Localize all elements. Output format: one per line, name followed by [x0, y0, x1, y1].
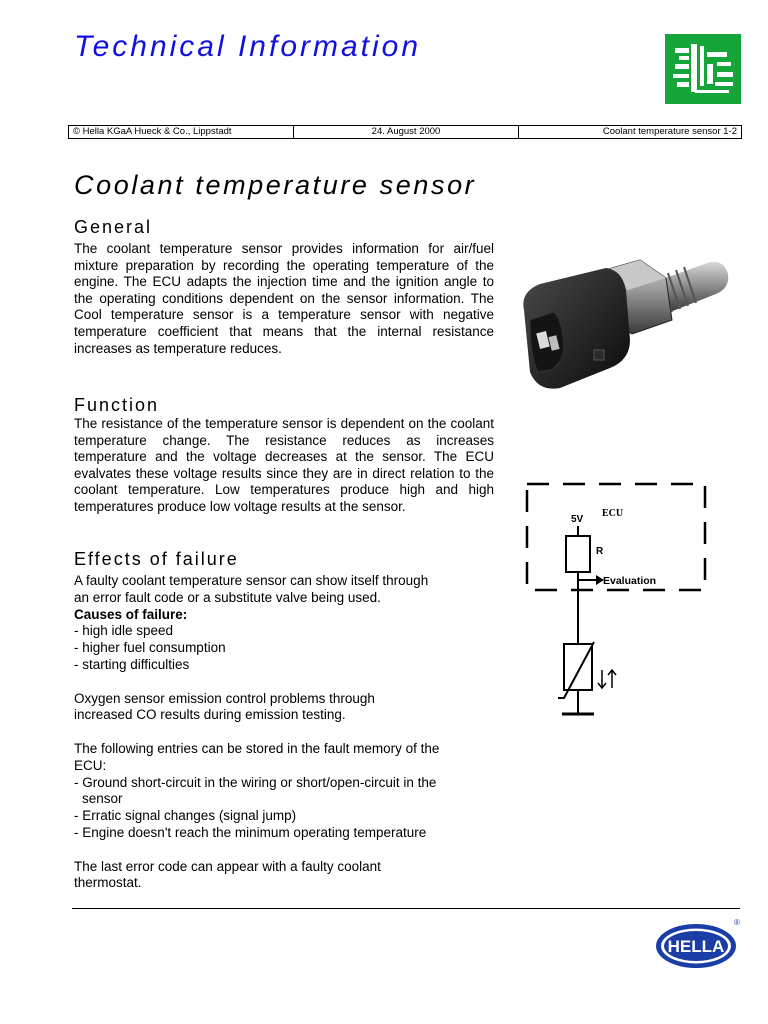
- document-date: 24. August 2000: [294, 126, 519, 138]
- evaluation-label: Evaluation: [603, 575, 657, 587]
- fault-item: - Engine doesn't reach the minimum operating temperature: [74, 824, 427, 840]
- copyright-text: © Hella KGaA Hueck & Co., Lippstadt: [69, 126, 294, 138]
- hella-logo-text: HELLA: [667, 937, 725, 956]
- cause-item: - starting difficulties: [74, 656, 190, 672]
- company-logo: [665, 34, 741, 104]
- fault-item: - Erratic signal changes (signal jump): [74, 808, 297, 824]
- fault-item: - Ground short-circuit in the wiring or short/open-circuit in the: [74, 774, 437, 790]
- fault-intro-line: ECU:: [74, 757, 107, 773]
- document-info-bar: [68, 125, 742, 139]
- oxygen-note-line: increased CO results during emission testing.: [74, 707, 346, 723]
- header-title: Technical Information: [74, 30, 422, 63]
- fault-item: sensor: [82, 791, 123, 807]
- sensor-photo: [510, 240, 748, 400]
- document-title: Coolant temperature sensor: [74, 170, 477, 200]
- last-note-line: The last error code can appear with a faulty coolant: [74, 858, 381, 874]
- registered-mark: ®: [734, 918, 740, 927]
- general-heading: General: [74, 217, 153, 237]
- resistor: [566, 536, 590, 572]
- cause-item: - higher fuel consumption: [74, 640, 226, 656]
- footer-rule: [72, 908, 740, 909]
- function-heading: Function: [74, 395, 160, 415]
- circuit-diagram: [520, 478, 720, 723]
- effects-heading: Effects of failure: [74, 549, 239, 569]
- function-paragraph: The resistance of the temperature sensor is dependent on the coolant temperature change. The resistance reduces as increases temperature and the voltage decreases at the sensor. The ECU evalvates these voltage results since they are in direct relation to the coolant temperature. Low temperatures produce high and high temperatures produce low voltage results at the sensor.: [74, 416, 494, 514]
- document-reference: Coolant temperature sensor 1-2: [602, 126, 737, 137]
- voltage-label: 5V: [571, 514, 584, 525]
- hella-logo: [654, 916, 742, 972]
- resistor-label: R: [596, 546, 604, 557]
- effects-intro-line: an error fault code or a substitute valve being used.: [74, 589, 381, 605]
- general-paragraph: The coolant temperature sensor provides information for air/fuel mixture preparation by recording the operating temperature of the engine. The ECU adapts the injection time and the ignition angle to the operating conditions dependent on the sensor information. The Cool temperature sensor is a temperature sensor with negative temperature coefficient that means that the internal resistance increases as temperature reduces.: [74, 241, 494, 356]
- up-down-arrows-icon: [598, 670, 616, 688]
- causes-heading: Causes of failure:: [74, 606, 188, 622]
- last-note-line: thermostat.: [74, 875, 142, 891]
- fault-intro-line: The following entries can be stored in the fault memory of the: [74, 740, 440, 756]
- ecu-label: ECU: [602, 508, 624, 519]
- effects-intro-line: A faulty coolant temperature sensor can show itself through: [74, 573, 429, 588]
- effects-body: [74, 573, 504, 892]
- circuit-board-logo-icon: [665, 34, 741, 104]
- oxygen-note-line: Oxygen sensor emission control problems through: [74, 690, 375, 706]
- ntc-thermistor: [564, 644, 592, 690]
- cause-item: - high idle speed: [74, 623, 174, 639]
